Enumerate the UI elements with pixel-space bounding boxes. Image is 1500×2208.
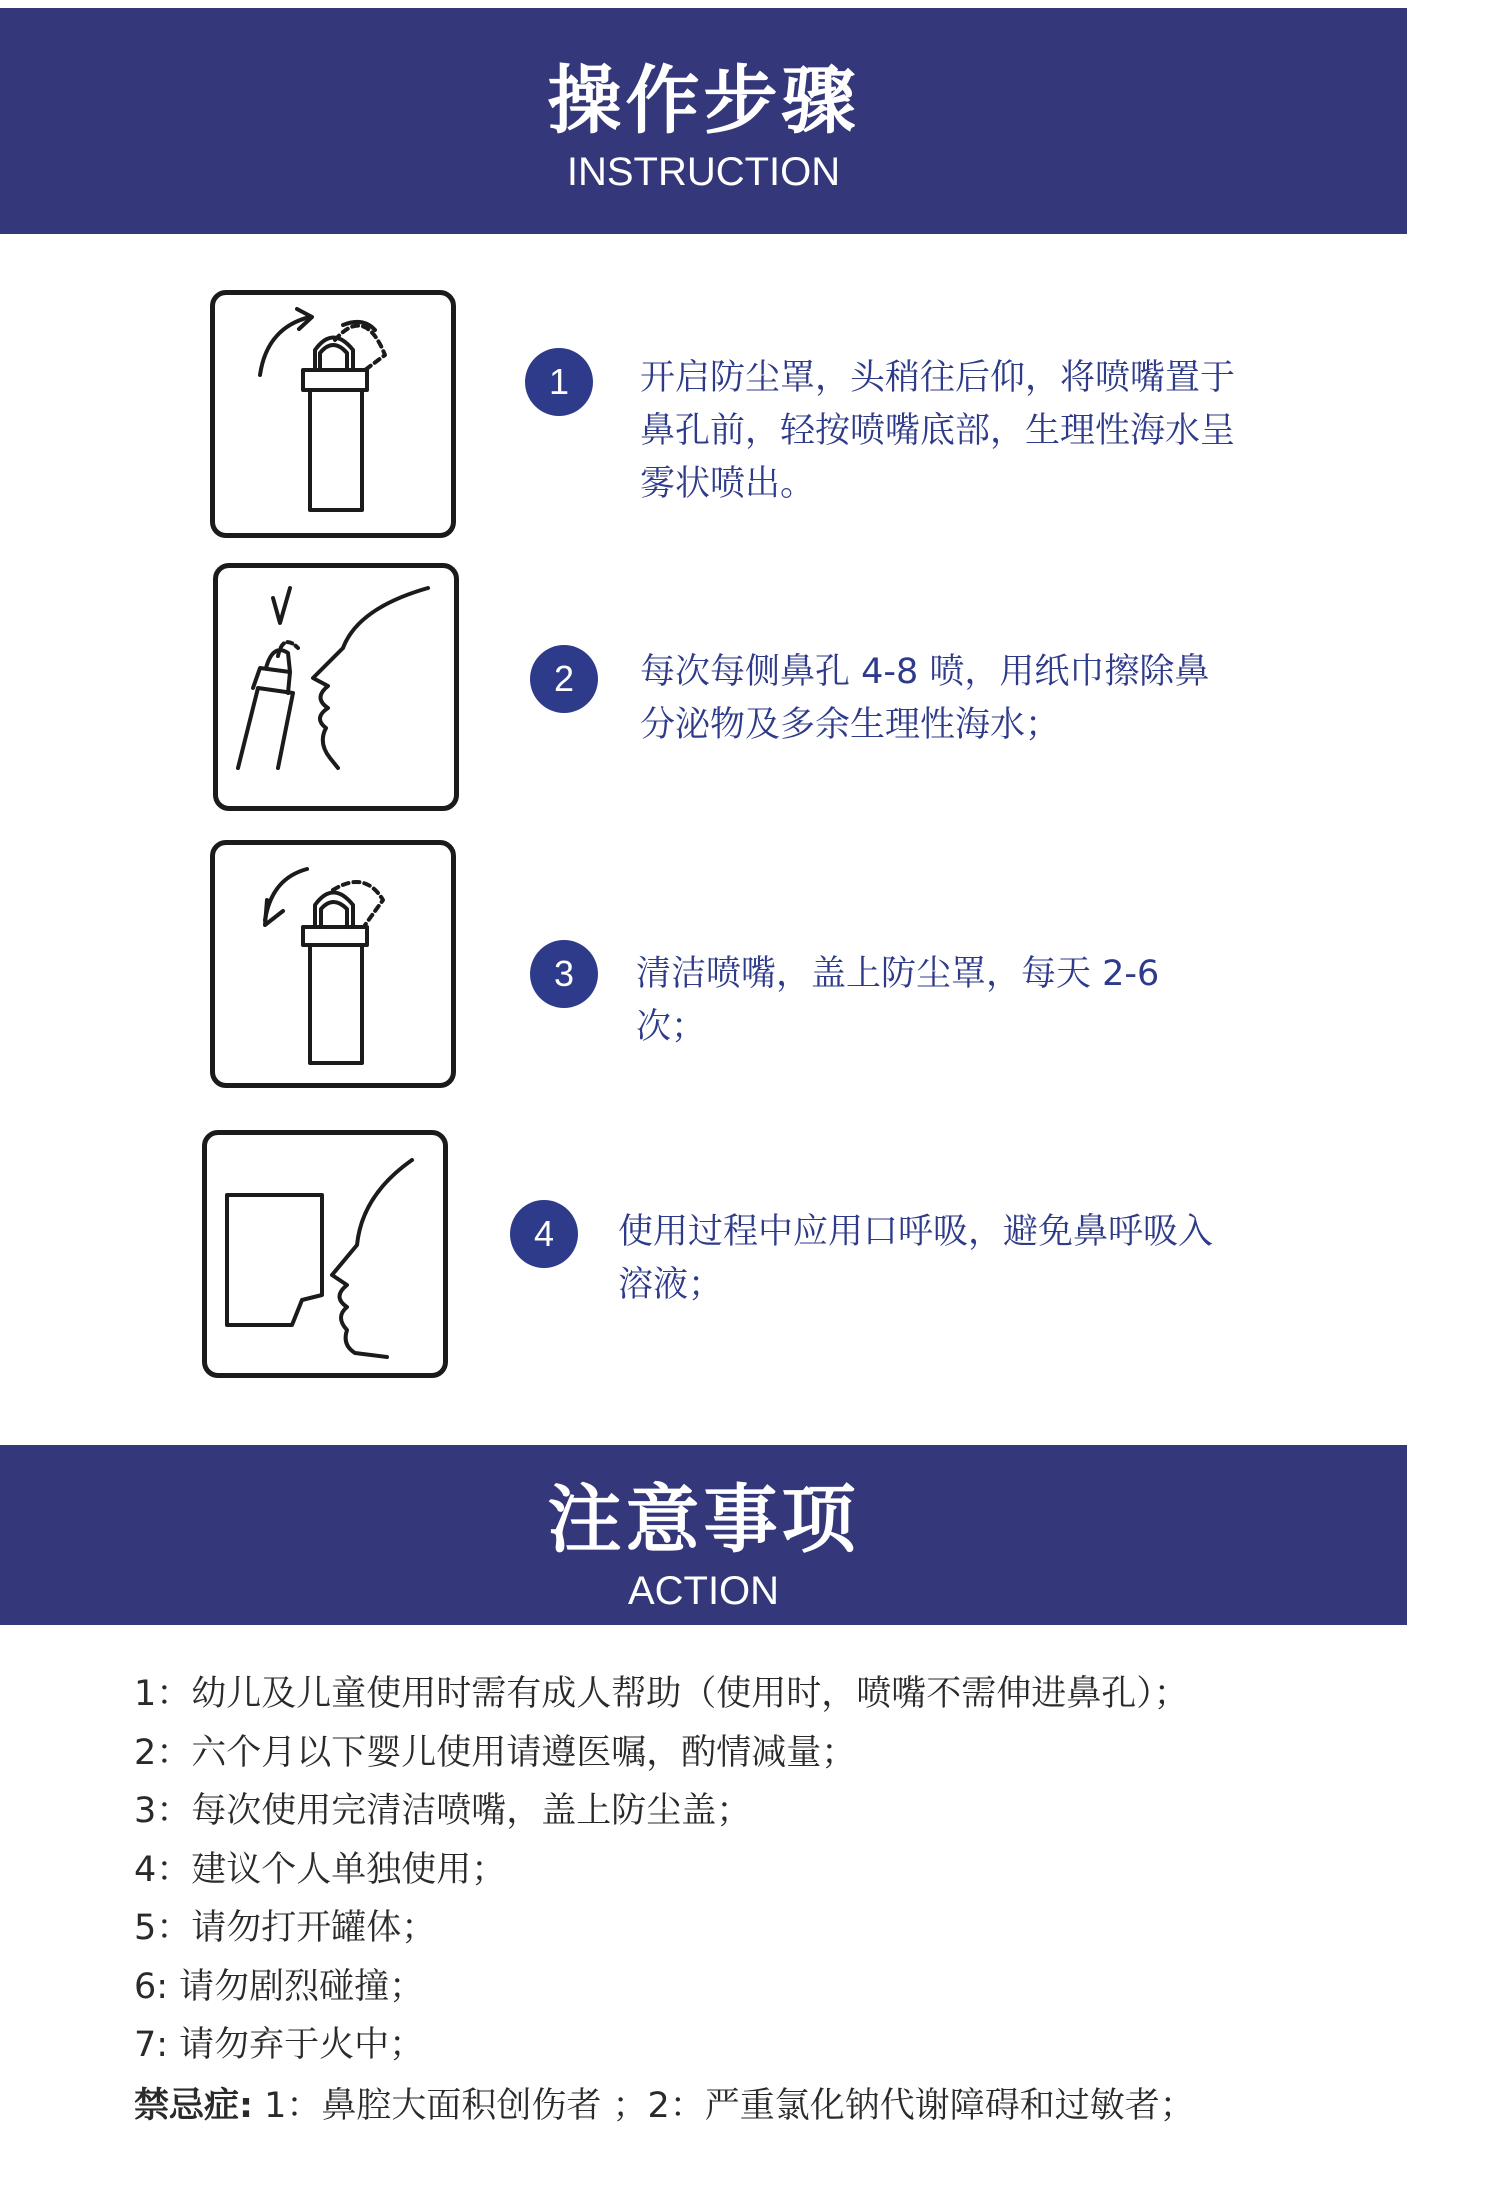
contraindications [134,2077,1434,2135]
notes-list [134,1665,1374,2075]
spray-open-cap-icon [210,290,456,538]
step-3-text: 清洁喷嘴，盖上防尘罩，每天 2-6 次； [636,954,1160,1047]
notice-banner [0,1445,1407,1625]
instruction-title-cn: 操作步骤 [547,58,860,144]
note-item-1: 1：幼儿及儿童使用时需有成人帮助（使用时，喷嘴不需伸进鼻孔）； [134,1674,1189,1714]
notice-title-cn: 注意事项 [547,1477,860,1563]
step-4-number: 4 [510,1200,578,1268]
note-item-7: 7: 请勿弃于火中； [134,2025,425,2065]
instruction-banner [0,8,1407,234]
note-item-2: 2：六个月以下婴儿使用请遵医嘱，酌情减量； [134,1732,857,1773]
contraindications-text: 1：鼻腔大面积创伤者 ；2：严重氯化钠代谢障碍和过敏者； [253,2086,1195,2126]
step-4-text: 使用过程中应用口呼吸，避免鼻呼吸入溶液； [618,1212,1214,1305]
mouth-breathing-icon [202,1130,448,1378]
step-1-number: 1 [525,348,593,416]
note-item-4: 4：建议个人单独使用； [134,1849,507,1890]
note-item-5: 5：请勿打开罐体； [134,1908,437,1948]
note-item-6: 6: 请勿剧烈碰撞； [134,1966,425,2007]
contraindications-label: 禁忌症: [134,2086,253,2126]
note-item-3: 3：每次使用完清洁喷嘴，盖上防尘盖； [134,1791,752,1831]
instruction-title-en: INSTRUCTION [566,150,841,194]
notice-title-en: ACTION [627,1569,780,1613]
spray-close-cap-icon [210,840,456,1088]
step-1-text: 开启防尘罩，头稍往后仰，将喷嘴置于鼻孔前，轻按喷嘴底部，生理性海水呈雾状喷出。 [640,358,1236,504]
step-2-text: 每次每侧鼻孔 4-8 喷，用纸巾擦除鼻分泌物及多余生理性海水； [640,652,1210,745]
step-3-number: 3 [530,940,598,1008]
step-2-number: 2 [530,645,598,713]
spray-nose-icon [213,563,459,811]
